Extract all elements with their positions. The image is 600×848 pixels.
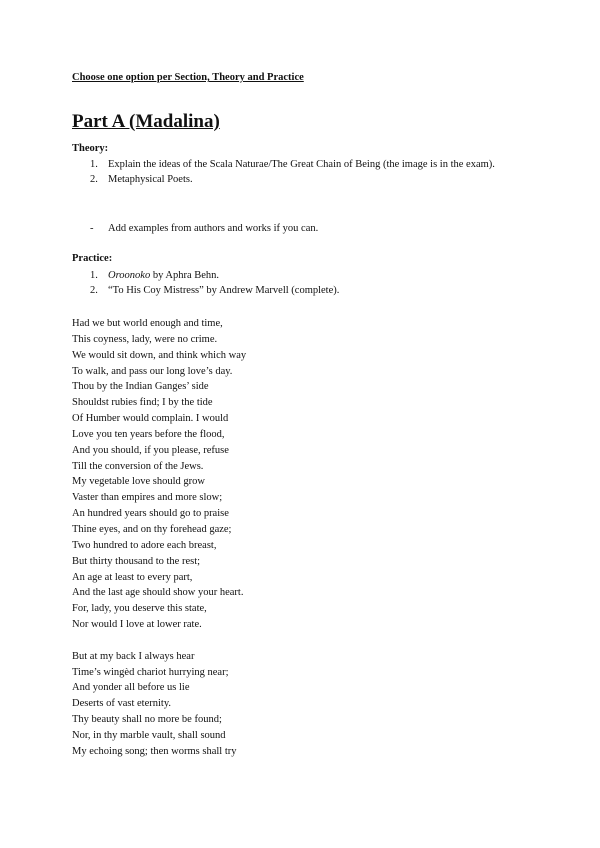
- poem-line: And you should, if you please, refuse: [72, 444, 229, 456]
- poem-line: But thirty thousand to the rest;: [72, 555, 201, 567]
- practice-item-1: [72, 268, 532, 283]
- poem-line: Nor, in thy marble vault, shall sound: [72, 729, 226, 741]
- poem-line: And yonder all before us lie: [72, 682, 190, 694]
- stanza-break: [72, 633, 246, 649]
- poem-line: Time’s wingèd chariot hurrying near;: [72, 666, 229, 678]
- poem-line: Thine eyes, and on thy forehead gaze;: [72, 523, 232, 535]
- list-text: Explain the ideas of the Scala Naturae/The Great Chain of Being (the image is in the exam).: [108, 159, 495, 170]
- instructions-heading: Choose one option per Section, Theory and Practice: [72, 72, 304, 83]
- poem-line: Nor would I love at lower rate.: [72, 619, 202, 631]
- poem-line: Had we but world enough and time,: [72, 318, 223, 329]
- list-number: 2.: [90, 174, 98, 185]
- poem-line: My vegetable love should grow: [72, 476, 205, 488]
- theory-note: [72, 221, 532, 236]
- list-text: by Aphra Behn.: [150, 270, 220, 281]
- list-number: 2.: [90, 285, 98, 296]
- work-title: Oroonoko: [108, 270, 151, 281]
- poem-line: An hundred years should go to praise: [72, 508, 229, 520]
- poem-line: Of Humber would complain. I would: [72, 413, 229, 425]
- practice-item-2: [72, 283, 532, 298]
- theory-title: Theory:: [72, 143, 109, 154]
- poem-line: Vaster than empires and more slow;: [72, 492, 223, 504]
- poem-line: Deserts of vast eternity.: [72, 698, 172, 710]
- theory-item-2: [72, 172, 532, 187]
- list-text: Metaphysical Poets.: [108, 174, 193, 185]
- poem-line: Thy beauty shall no more be found;: [72, 714, 222, 726]
- poem-line: Till the conversion of the Jews.: [72, 460, 204, 472]
- poem-line: Two hundred to adore each breast,: [72, 539, 217, 551]
- theory-item-1: [72, 157, 532, 172]
- poem-line: But at my back I always hear: [72, 650, 195, 662]
- poem-text: [72, 316, 246, 760]
- poem-line: This coyness, lady, were no crime.: [72, 333, 218, 345]
- dash-bullet: -: [90, 223, 94, 234]
- poem-line: And the last age should show your heart.: [72, 587, 244, 599]
- list-text: “To His Coy Mistress” by Andrew Marvell (complete).: [108, 285, 340, 296]
- list-number: 1.: [90, 270, 98, 281]
- poem-line: Shouldst rubies find; I by the tide: [72, 397, 213, 409]
- poem-line: My echoing song; then worms shall try: [72, 745, 237, 757]
- practice-list: [72, 268, 532, 298]
- practice-title: Practice:: [72, 253, 113, 264]
- poem-line: Love you ten years before the flood,: [72, 428, 225, 440]
- poem-line: Thou by the Indian Ganges’ side: [72, 381, 209, 393]
- poem-line: For, lady, you deserve this state,: [72, 603, 207, 615]
- theory-list: [72, 157, 532, 187]
- list-number: 1.: [90, 159, 98, 170]
- poem-line: We would sit down, and think which way: [72, 349, 247, 361]
- poem-line: To walk, and pass our long love’s day.: [72, 365, 233, 377]
- note-text: Add examples from authors and works if you can.: [108, 223, 319, 234]
- part-title: Part A (Madalina): [72, 111, 220, 132]
- poem-line: An age at least to every part,: [72, 571, 193, 583]
